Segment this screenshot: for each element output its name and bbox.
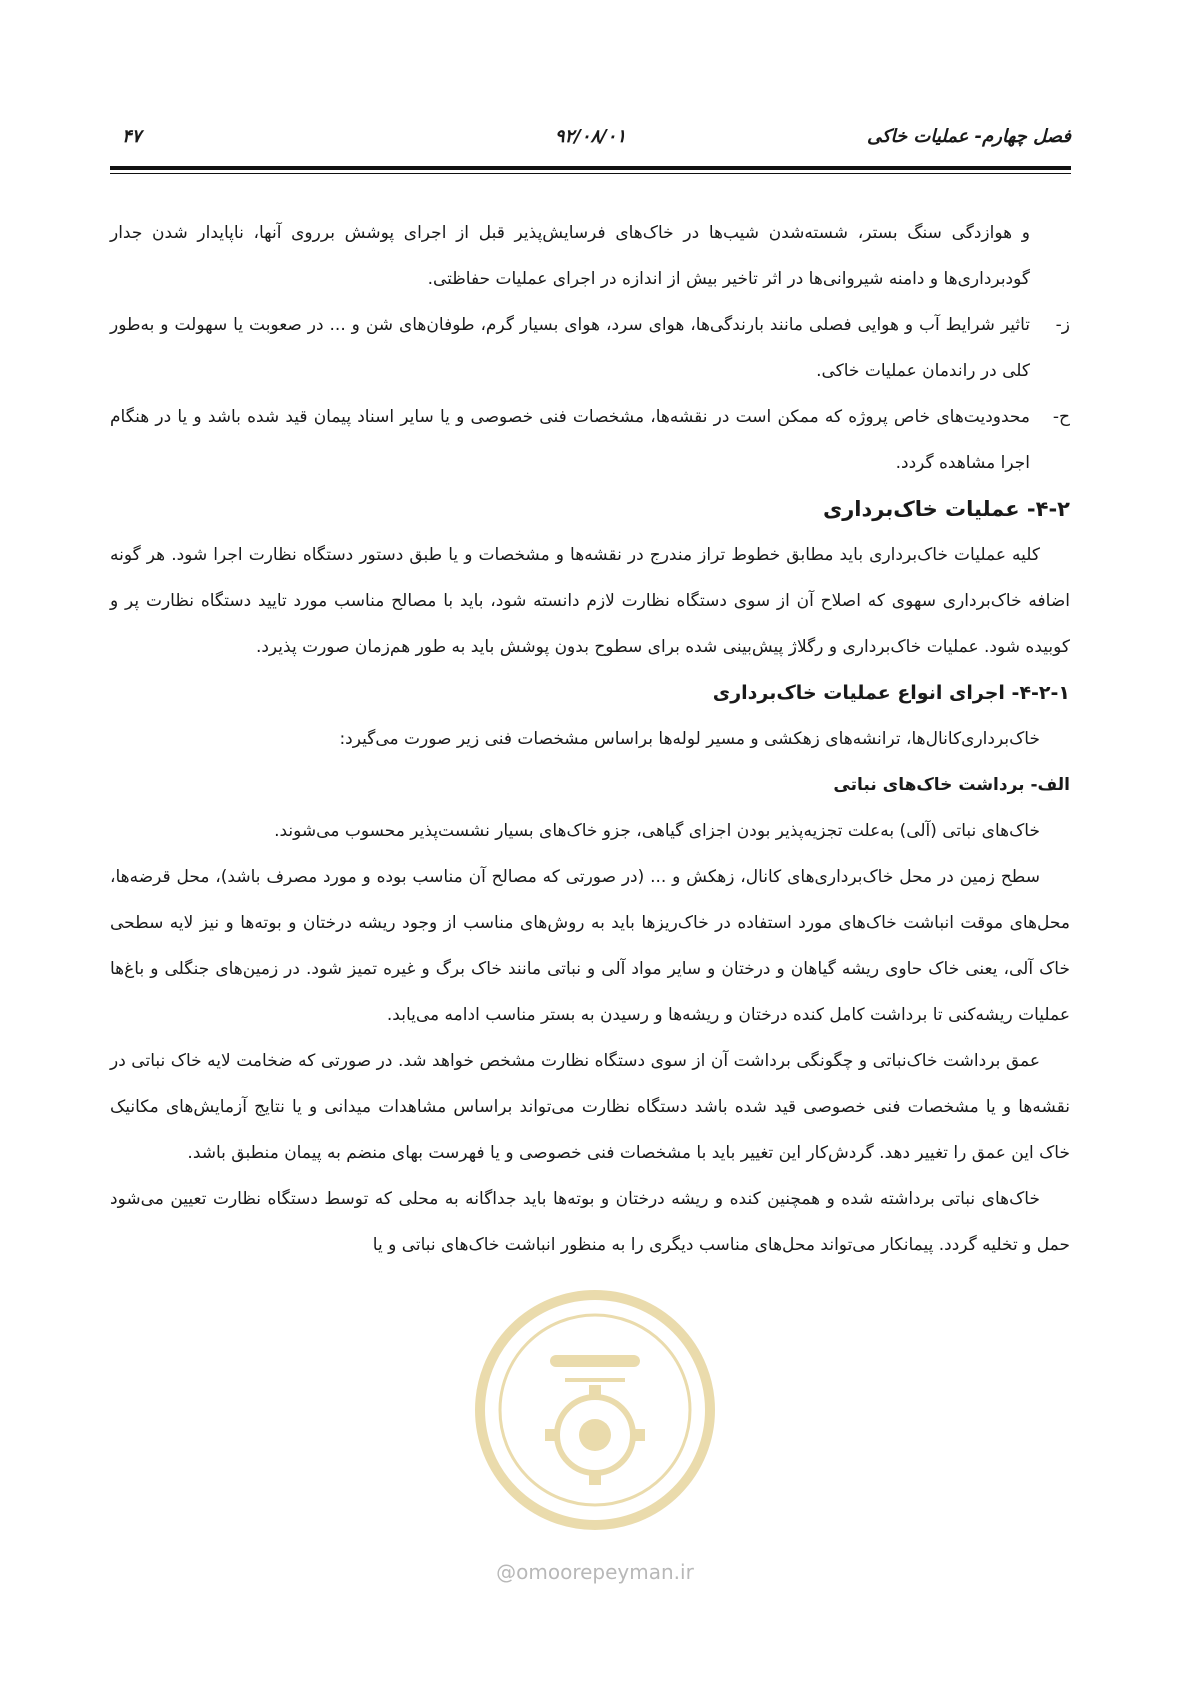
chapter-title: فصل چهارم- عملیات خاکی <box>866 126 1071 147</box>
revision-date: ۹۲/۰۸/۰۱ <box>554 126 627 147</box>
paragraph: خاک‌های نباتی برداشته شده و همچنین کنده و ریشه درختان و بوته‌ها باید جداگانه به محلی که توسط دستگاه نظارت تعیین می‌شود حمل و تخلیه گردد. پیمانکار می‌تواند محل‌های مناسب دیگری را به منظور انباشت خاک‌های نباتی و یا <box>110 1189 1070 1255</box>
list-item-h <box>110 394 1070 486</box>
section-heading-4-2: ۴-۲- عملیات خاک‌برداری <box>822 497 1070 521</box>
section-heading-4-2-1: ۴-۲-۱- اجرای انواع عملیات خاک‌برداری <box>712 682 1070 704</box>
watermark-url: @omoorepeyman.ir <box>496 1560 694 1584</box>
paragraph: خاک‌های نباتی (آلی) به‌علت تجزیه‌پذیر بودن اجزای گیاهی، جزو خاک‌های بسیار نشست‌پذیر محسوب می‌شوند. <box>274 821 1040 841</box>
paragraph: کلیه عملیات خاک‌برداری باید مطابق خطوط تراز مندرج در نقشه‌ها و مشخصات و یا طبق دستور دستگاه نظارت اجرا شود. هر گونه اضافه خاک‌برداری سهوی که اصلاح آن از سوی دستگاه نظارت لازم دانسته شود، باید با مصالح مناسب مورد تایید دستگاه نظارت پر و کوبیده شود. عملیات خاک‌برداری و رگلاژ پیش‌بینی شده برای سطوح بدون پوشش باید به طور هم‌زمان صورت پذیرد. <box>110 545 1070 657</box>
body-content <box>110 210 1070 1268</box>
list-item-text: تاثیر شرایط آب و هوایی فصلی مانند بارندگی‌ها، هوای سرد، هوای بسیار گرم، طوفان‌های شن و ... در صعوبت یا سهولت و به‌طور کلی در راندمان عملیات خاکی. <box>110 315 1030 381</box>
list-item-z <box>110 302 1070 394</box>
page-header <box>110 126 1071 156</box>
header-rule-thick <box>110 166 1071 170</box>
paragraph: عمق برداشت خاک‌نباتی و چگونگی برداشت آن از سوی دستگاه نظارت مشخص خواهد شد. در صورتی که ضخامت لایه خاک نباتی در نقشه‌ها و یا مشخصات فنی خصوصی قید شده باشد دستگاه نظارت می‌تواند براساس مشاهدات میدانی و یا نتایج آزمایش‌های مکانیک خاک این عمق را تغییر دهد. گردش‌کار این تغییر باید با مشخصات فنی خصوصی و یا فهرست بهای منضم به پیمان منطبق باشد. <box>110 1051 1070 1163</box>
paragraph-continuation: و هوازدگی سنگ بستر، شسته‌شدن شیب‌ها در خاک‌های فرسایش‌پذیر قبل از اجرای پوشش برروی آنها، ناپایدار شدن جدار گودبرداری‌ها و دامنه شیروانی‌ها در اثر تاخیر بیش از اندازه در اجرای عملیات حفاظتی. <box>110 223 1030 289</box>
list-item-letter: ح- <box>1052 407 1070 427</box>
header-rule-thin <box>110 173 1071 174</box>
subsection-heading-alef: الف- برداشت خاک‌های نباتی <box>833 775 1070 795</box>
list-item-text: محدودیت‌های خاص پروژه که ممکن است در نقشه‌ها، مشخصات فنی خصوصی و یا سایر اسناد پیمان قید شده باشد و یا در هنگام اجرا مشاهده گردد. <box>110 407 1030 473</box>
seal-watermark <box>470 1285 720 1535</box>
page-number: ۴۷ <box>122 126 142 147</box>
paragraph: خاک‌برداری‌کانال‌ها، ترانشه‌های زهکشی و مسیر لوله‌ها براساس مشخصات فنی زیر صورت می‌گیرد: <box>339 729 1040 749</box>
list-item-letter: ز- <box>1055 315 1070 335</box>
paragraph: سطح زمین در محل خاک‌برداری‌های کانال، زهکش و ... (در صورتی که مصالح آن مناسب بوده و مورد مصرف باشد)، محل قرضه‌ها، محل‌های موقت انباشت خاک‌های مورد استفاده در خاک‌ریزها باید به روش‌های مناسب از وجود ریشه درختان و بوته‌ها و نیز لایه سطحی خاک آلی، یعنی خاک حاوی ریشه گیاهان و درختان و سایر مواد آلی و نباتی مانند خاک برگ و غیره تمیز شود. در زمین‌های جنگلی و باغ‌ها عملیات ریشه‌کنی تا برداشت کامل کنده درختان و ریشه‌ها و رسیدن به بستر مناسب ادامه می‌یابد. <box>110 867 1070 1025</box>
